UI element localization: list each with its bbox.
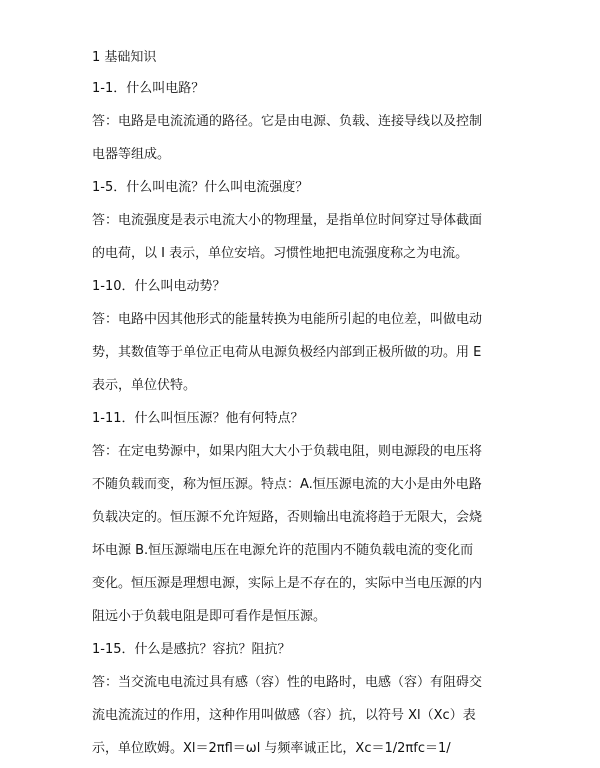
answer	[92, 435, 522, 633]
section-title: 1 基础知识	[92, 50, 157, 65]
question: 1-5．什么叫电流？什么叫电流强度？	[92, 180, 309, 195]
answer-line: 阻远小于负载电阻是即可看作是恒压源。	[92, 609, 327, 624]
answer-line: 的电荷，以 I 表示，单位安培。习惯性地把电流强度称之为电流。	[92, 246, 469, 261]
answer-line: 流电流流过的作用，这种作用叫做感（容）抗，以符号 Xl（Xc）表	[92, 708, 476, 723]
answer-line: 势，其数值等于单位正电荷从电源负极经内部到正极所做的功。用 E	[92, 345, 482, 360]
answer	[92, 105, 522, 171]
answer-line: 答：电路是电流流通的路径。它是由电源、负载、连接导线以及控制	[92, 114, 483, 129]
answer-line: 坏电源 B.恒压源端电压在电源允许的范围内不随负载电流的变化而	[92, 543, 474, 558]
qa-item	[92, 636, 522, 765]
answer-line: 表示，单位伏特。	[92, 378, 197, 393]
question: 1-15．什么是感抗？容抗？阻抗？	[92, 642, 291, 657]
answer	[92, 303, 522, 402]
answer-line: 答：当交流电电流过具有感（容）性的电路时，电感（容）有阻碍交	[92, 675, 483, 690]
question: 1-10．什么叫电动势？	[92, 279, 226, 294]
qa-item	[92, 174, 522, 270]
answer-line: 答：电流强度是表示电流大小的物理量，是指单位时间穿过导体截面	[92, 213, 483, 228]
answer	[92, 666, 522, 765]
answer-line: 电器等组成。	[92, 147, 171, 162]
answer-line: 不随负载而变，称为恒压源。特点：A.恒压源电流的大小是由外电路	[92, 477, 482, 492]
answer	[92, 204, 522, 270]
answer-line: 答：在定电势源中，如果内阻大大小于负载电阻，则电源段的电压将	[92, 444, 483, 459]
answer-line: 示，单位欧姆。Xl＝2πfl＝ωl 与频率诚正比，Xc＝1/2πfc＝1/	[92, 741, 451, 756]
qa-item	[92, 75, 522, 171]
qa-item	[92, 273, 522, 402]
answer-line: 变化。恒压源是理想电源，实际上是不存在的，实际中当电压源的内	[92, 576, 483, 591]
qa-item	[92, 405, 522, 633]
answer-line: 负载决定的。恒压源不允许短路，否则输出电流将趋于无限大，会烧	[92, 510, 483, 525]
question: 1-1．什么叫电路？	[92, 81, 205, 96]
answer-line: 答：电路中因其他形式的能量转换为电能所引起的电位差，叫做电动	[92, 312, 483, 327]
document-content	[92, 44, 522, 765]
question: 1-11．什么叫恒压源？他有何特点？	[92, 411, 304, 426]
